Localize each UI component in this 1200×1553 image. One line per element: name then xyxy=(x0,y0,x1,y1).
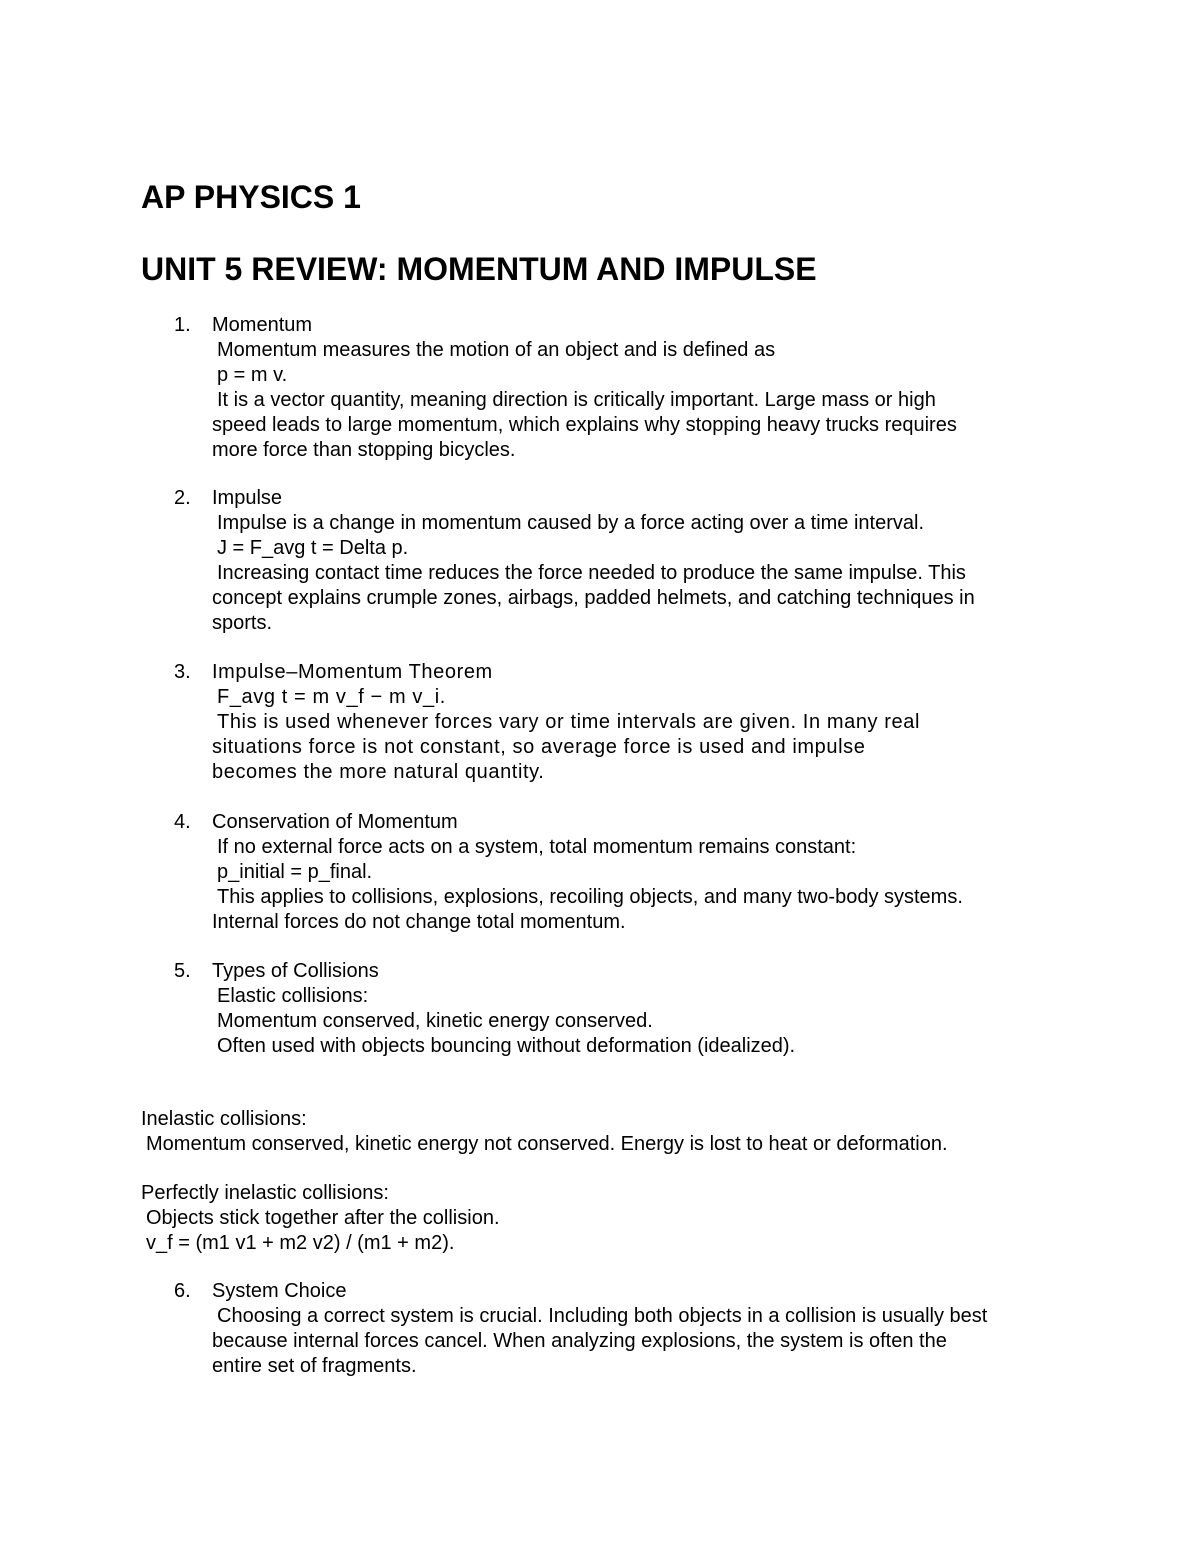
document-title: AP PHYSICS 1 xyxy=(141,179,361,215)
section-line: Internal forces do not change total momentum. xyxy=(212,911,626,933)
section-line: becomes the more natural quantity. xyxy=(212,761,545,783)
inelastic-collisions-block xyxy=(141,1107,1081,1157)
section-line: p = m v. xyxy=(217,364,288,386)
section-number: 5. xyxy=(174,960,191,982)
section-line: sports. xyxy=(212,612,273,634)
section-body xyxy=(212,810,1072,935)
section-line: F_avg t = m v_f − m v_i. xyxy=(217,686,446,708)
section-heading: Types of Collisions xyxy=(212,960,379,982)
section-body xyxy=(212,660,1072,785)
section-body xyxy=(212,313,1072,463)
section-line: speed leads to large momentum, which explains why stopping heavy trucks requires xyxy=(212,414,957,436)
section-line: concept explains crumple zones, airbags, padded helmets, and catching techniques in xyxy=(212,587,975,609)
inelastic-line: Momentum conserved, kinetic energy not conserved. Energy is lost to heat or deformation. xyxy=(146,1133,948,1155)
section-number: 4. xyxy=(174,811,191,833)
section-body xyxy=(212,486,1072,636)
section-heading: Conservation of Momentum xyxy=(212,811,458,833)
section-heading: System Choice xyxy=(212,1280,347,1302)
section-line: Momentum measures the motion of an object and is defined as xyxy=(217,339,776,361)
section-heading: Impulse–Momentum Theorem xyxy=(212,661,493,683)
section-line: more force than stopping bicycles. xyxy=(212,439,516,461)
section-line: If no external force acts on a system, total momentum remains constant: xyxy=(217,836,857,858)
section-line: Increasing contact time reduces the force needed to produce the same impulse. This xyxy=(217,562,966,584)
section-number: 3. xyxy=(174,661,191,683)
section-body xyxy=(212,1279,1072,1379)
section-number: 6. xyxy=(174,1280,191,1302)
section-line: Choosing a correct system is crucial. Including both objects in a collision is usually best xyxy=(217,1305,988,1327)
section-line: This applies to collisions, explosions, recoiling objects, and many two-body systems. xyxy=(217,886,963,908)
perfectly-inelastic-line: Objects stick together after the collision. xyxy=(146,1207,500,1229)
perfectly-inelastic-collisions-block xyxy=(141,1181,1081,1256)
inelastic-heading: Inelastic collisions: xyxy=(141,1108,307,1130)
perfectly-inelastic-heading: Perfectly inelastic collisions: xyxy=(141,1182,389,1204)
section-line: This is used whenever forces vary or time intervals are given. In many real xyxy=(217,711,921,733)
section-line: Often used with objects bouncing without deformation (idealized). xyxy=(217,1035,796,1057)
section-line: situations force is not constant, so average force is used and impulse xyxy=(212,736,866,758)
section-number: 2. xyxy=(174,487,191,509)
section-line: J = F_avg t = Delta p. xyxy=(217,537,409,559)
section-body xyxy=(212,959,1072,1059)
document-subtitle: UNIT 5 REVIEW: MOMENTUM AND IMPULSE xyxy=(141,251,817,287)
section-heading: Momentum xyxy=(212,314,313,336)
section-line: entire set of fragments. xyxy=(212,1355,417,1377)
section-line: Impulse is a change in momentum caused by a force acting over a time interval. xyxy=(217,512,925,534)
section-number: 1. xyxy=(174,314,191,336)
section-heading: Impulse xyxy=(212,487,283,509)
perfectly-inelastic-formula: v_f = (m1 v1 + m2 v2) / (m1 + m2). xyxy=(146,1232,455,1254)
section-line: Momentum conserved, kinetic energy conserved. xyxy=(217,1010,653,1032)
section-line: because internal forces cancel. When analyzing explosions, the system is often the xyxy=(212,1330,947,1352)
section-line: Elastic collisions: xyxy=(217,985,369,1007)
section-line: It is a vector quantity, meaning direction is critically important. Large mass or high xyxy=(217,389,936,411)
section-line: p_initial = p_final. xyxy=(217,861,373,883)
